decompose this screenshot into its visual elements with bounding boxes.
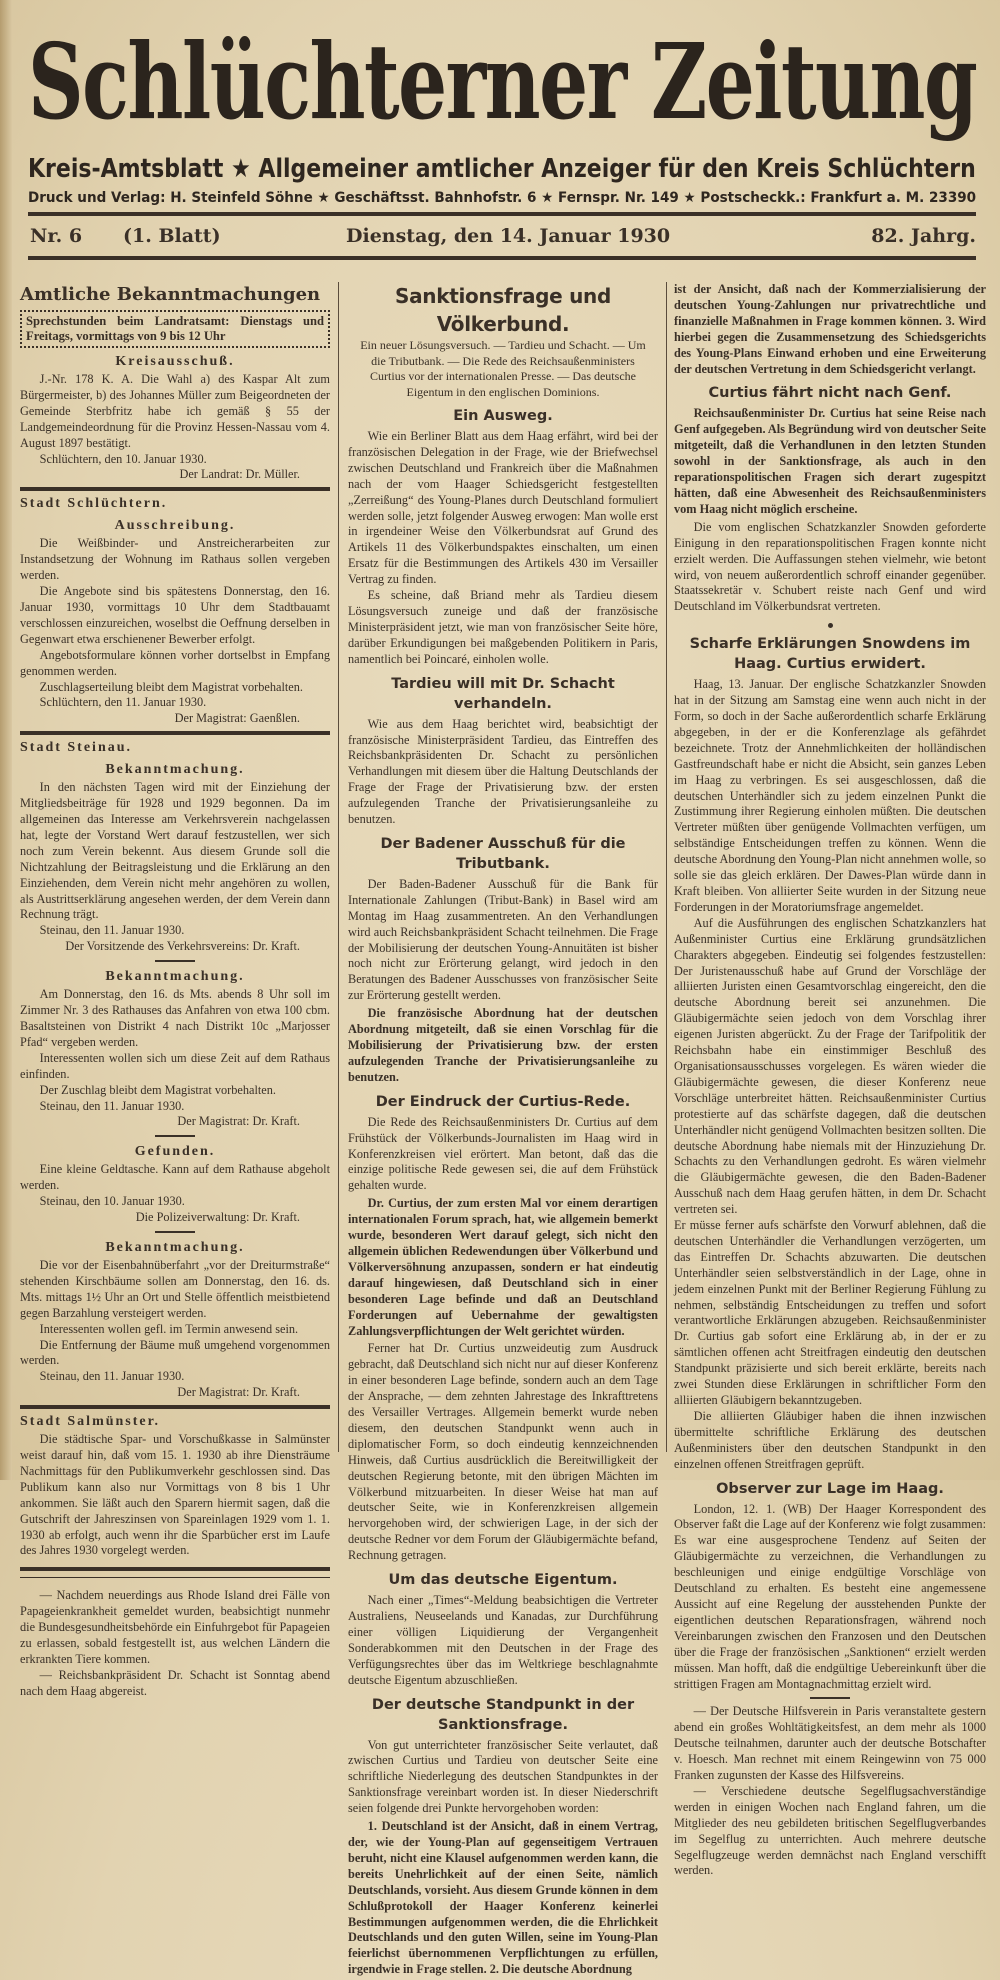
paragraph-bold: 1. Deutschland ist der Ansicht, daß in einem Vertrag, der, wie der Young-Plan auf gegenseitigem Vertrauen beruht, nicht eine Klausel aufgenommen werden kann, die bereits Unehrlichkeit auf der einen Seite, nämlich Deutschlands, vorsieht. Aus diesem Grunde können in dem Schlußprotokoll der Haager Konferenz keinerlei Bestimmungen aufgenommen werden, die die Ehrlichkeit Deutschlands und den guten Willen, seine im Young-Plan feierlichst übernommenen Verpflichtungen zu erfüllen, irgendwie in Frage stellen. 2. Die deutsche Abordnung: [348, 1819, 658, 1977]
paragraph: Die vor der Eisenbahnüberfahrt „vor der Dreiturmstraße“ stehenden Kirschbäume sollen am Donnerstag, den 16. ds. Mts. mittags 1½ Uhr an Ort und Stelle öffentlich meistbietend gegen Barzahlung versteigert werden.: [20, 1257, 330, 1320]
separator-dot: [828, 623, 833, 628]
date-line: Steinau, den 11. Januar 1930.: [39, 1098, 185, 1113]
notice-box: Sprechstunden beim Landratsamt: Dienstags und Freitags, vormittags von 9 bis 12 Uhr: [20, 310, 330, 348]
column-sanctions: [348, 282, 658, 1980]
town-heading: Stadt Steinau.: [20, 740, 133, 756]
paragraph: Die Entfernung der Bäume muß umgehend vorgenommen werden.: [20, 1337, 330, 1368]
signature: Der Vorsitzende des Verkehrsvereins: Dr. Kraft.: [65, 939, 300, 954]
paragraph: Haag, 13. Januar. Der englische Schatzkanzler Snowden hat in der Sitzung am Samstag eine wenn auch nicht in der Form, so doch in der Sache außerordentlich scharfe Erklärung abgegeben, in der er die Konferenzlage als gefährdet bezeichnete. Trotz der Annehmlichkeiten der holländischen Gastfreundschaft habe er nicht die Absicht, sein ganzes Leben im Haag zu verbringen. Es sei ausgeschlossen, daß die deutschen Unterhändler sich zu jedem einzelnen Punkt die Zustimmung ihrer Regierung einholen müßten. Die deutschen Vertreter müßten über genügende Vollmachten verfügen, um selbständige Entscheidungen treffen zu können. Wenn die deutsche Abordnung den Young-Plan nicht annehmen wolle, so solle sie das gleich erklären. Der Dawes-Plan würde dann in Kraft bleiben. Von alliierter Seite wurden in der Sitzung neue Forderungen in der Moratoriumsfrage angemeldet.: [674, 677, 986, 914]
paragraph-bold: Dr. Curtius, der zum ersten Mal vor einem derartigen internationalen Forum sprach, hat, wie allgemein bemerkt wurde, besonderen Wert darauf gelegt, sich nicht den allgemein üblichen Redewendungen über Völkerbund und Völkerversöhnung anzupassen, sondern er hat eindeutig darauf hingewiesen, daß Deutschland sich in einer besonderen Lage befinde und daß an Deutschland Forderungen auf Uebernahme der gewaltigsten Zahlungsverpflichtungen der Welt gerichtet würden.: [348, 1196, 658, 1338]
column-hague: [674, 282, 986, 1879]
signature: Die Polizeiverwaltung: Dr. Kraft.: [135, 1210, 300, 1225]
town-heading: Stadt Salmünster.: [20, 1414, 161, 1430]
page-edge: [0, 0, 12, 1480]
issue-number: Nr. 6: [30, 225, 83, 247]
separator: [155, 1231, 195, 1233]
paragraph: Angebotsformulare können vorher dortselbst in Empfang genommen werden.: [20, 647, 330, 678]
article-heading: Scharfe Erklärungen Snowdens im Haag. Curtius erwidert.: [689, 636, 971, 673]
paragraph-bold: ist der Ansicht, daß nach der Kommerzialisierung der deutschen Young-Zahlungen nur privatrechtliche und finanzielle Maßnahmen in Frage kommen können. 3. Wird hierbei gegen die Zusammensetzung des Schiedsgerichts des Young-Plans Einwand erhoben und eine Erweiterung der deutschen Vertretung in dem Schiedsgericht verlangt.: [674, 282, 986, 376]
separator: [810, 1697, 850, 1699]
notice-heading: Bekanntmachung.: [105, 1239, 245, 1255]
paragraph: Es scheine, daß Briand mehr als Tardieu diesem Lösungsversuch zuneige und daß der französische Ministerpräsident jetzt, wie man von französischer Seite höre, darüber Erkundigungen bei maßgebenden Politikern in Paris, namentlich bei Poincaré, einholen wolle.: [348, 588, 658, 666]
date-line: Schlüchtern, den 11. Januar 1930.: [39, 695, 207, 710]
issue-date: Dienstag, den 14. Januar 1930: [346, 225, 671, 247]
column-divider: [338, 282, 339, 1452]
divider: [20, 1405, 330, 1409]
newspaper-subtitle: Kreis-Amtsblatt ★ Allgemeiner amtlicher Anzeiger für den Kreis Schlüchtern: [28, 154, 976, 184]
dateline: [28, 218, 976, 254]
paragraph: Die alliierten Gläubiger haben die ihnen inzwischen übermittelte schriftliche Erklärung des deutschen Außenministers über den deutschen Standpunkt in den einzelnen offenen Streitfragen geprüft.: [674, 1408, 986, 1471]
paragraph: — Verschiedene deutsche Segelflugsachverständige werden in einigen Wochen nach England fahren, um die Mitglieder des neu gebildeten britischen Segelflugverbandes im Segelflug zu unterrichten. Auch mehrere deutsche Segelflugzeuge werden demnächst nach England verschifft werden.: [674, 1783, 986, 1878]
paragraph: Wie aus dem Haag berichtet wird, beabsichtigt der französische Ministerpräsident Tardieu, das Eintreffen des Reichsbankpräsidenten Dr. Schacht zu persönlichen Verhandlungen mit diesem über die Haltung Deutschlands der Frage der Frage der Privatisierung bzw. der ersten aufzulegenden Tranche der Privatisierungsanleihe zu benutzen.: [348, 716, 658, 827]
paragraph: Er müsse ferner aufs schärfste den Vorwurf ablehnen, daß die deutschen Unterhändler die Verhandlungen verzögerten, um das Eintreffen Dr. Schachts abzuwarten. Die deutschen Unterhändler seien selbstverständlich in der Lage, ohne in jedem einzelnen Punkt mit der Berliner Regierung Fühlung zu nehmen, selbständig Entscheidungen zu treffen und sofort verantwortliche Erklärungen abzugeben. Reichsaußenminister Dr. Curtius gab sofort eine Erklärung ab, in der er zu sämtlichen offenen acht Streitfragen eindeutig den deutschen Standpunkt präzisierte und sich bereit erklärte, bereits nach zwei Stunden diese Erklärungen in schriftlicher Form den alliierten Gläubigern bekanntzugeben.: [674, 1218, 986, 1407]
column-divider: [666, 282, 667, 1452]
paragraph: Die Weißbinder- und Anstreicherarbeiten zur Instandsetzung der Wohnung im Rathaus sollen vergeben werden.: [20, 536, 330, 583]
columns: [14, 282, 990, 1977]
paragraph: — Nachdem neuerdings aus Rhode Island drei Fälle von Papageienkrankheit gemeldet wurden, beabsichtigt nunmehr die Bundesgesundheitsbehörde ein Einfuhrgebot für Papageien zu erlassen, sobald festgestellt ist, aus welchen Ländern die erkrankten Tiere kommen.: [20, 1588, 330, 1666]
paragraph-bold: Reichsaußenminister Dr. Curtius hat seine Reise nach Genf aufgegeben. Als Begründung wird von deutscher Seite mitgeteilt, daß die Verhandlunen in den letzten Stunden sowohl in der Sanktionsfrage, als auch in den reparationspolitischen Fragen sich derart zugespitzt hätten, daß eine Abwesenheit des Reichsaußenministers vom Haag nicht möglich erscheine.: [674, 406, 986, 516]
paragraph: Am Donnerstag, den 16. ds Mts. abends 8 Uhr soll im Zimmer Nr. 3 des Rathauses das Anfahren von etwa 100 cbm. Basaltsteinen von Distrikt 4 nach Distrikt 10c „Marjosser Pfad“ vergeben werden.: [20, 987, 330, 1049]
paragraph: Wie ein Berliner Blatt aus dem Haag erfährt, wird bei der französischen Delegation in der Frage, wie der Briefwechsel zwischen Deutschland und Frankreich über die Maßnahmen nach der vom Haager Schiedsgericht festgestellten „Zerreißung“ des Young-Planes durch Deutschland formuliert werden solle, jetzt folgender Ausweg erwogen: Man wolle erst in irgendeiner Weise den Völkerbundsrat auf Grund des Artikels 11 des Völkerbundspaktes einschalten, um einen Ersatz für die Bestimmungen des Artikels 430 im Versailler Vertrag zu finden.: [348, 429, 658, 587]
date-line: Steinau, den 11. Januar 1930.: [39, 1369, 185, 1384]
volume: 82. Jahrg.: [871, 225, 976, 247]
date-line: Steinau, den 11. Januar 1930.: [39, 923, 185, 938]
notice-heading: Ausschreibung.: [114, 518, 236, 534]
article-heading: Um das deutsche Eigentum.: [388, 1572, 618, 1589]
sheet-number: (1. Blatt): [123, 225, 221, 247]
column-official-notices: [20, 282, 330, 1700]
paragraph: Auf die Ausführungen des englischen Schatzkanzlers hat Außenminister Curtius eine Erklärung grundsätzlichen Charakters abgegeben. Eindeutig sei folgendes festzustellen: Der Juristenausschuß habe auf Grund der Vorschläge der alliierten Juristen einen Gesamtvorschlag eingereicht, den die deutsche Abordnung bereit sei anzunehmen. Die Gläubigermächte seien jedoch von dem Vorschlag ihrer eigenen Juristen abgerückt. Zu der Frage der Tarifpolitik der Reichsbahn habe ein einstimmiger Beschluß des Organisationsausschusses vorgelegen. Es wären wieder die Gläubigermächte gewesen, die dieser Konferenz neue Vorschläge unterbreitet hätten. Reichsaußenminister Curtius protestierte auf das schärfste dagegen, daß die deutschen Unterhändler nicht genügend Vollmachten besitzen sollten. Die deutsche Abordnung habe niemals mit der Hinzuziehung Dr. Schachts zu den Verhandlungen gedroht. Es wären vielmehr die Gläubigermächte gewesen, die den Baden-Badener Ausschuß nach dem Haag gerufen hätten, in dem Dr. Schacht vertreten sei.: [674, 915, 986, 1217]
paragraph: Die Angebote sind bis spätestens Donnerstag, den 16. Januar 1930, vormittags 10 Uhr dem Stadtbauamt verschlossen einzureichen, woselbst die Oeffnung derselben in Gegenwart etwa erschienener Bewerber erfolgt.: [20, 584, 330, 646]
paragraph: Der Baden-Badener Ausschuß für die Bank für Internationale Zahlungen (Tribut-Bank) in Basel wird am Montag im Haag zusammentreten. An den Verhandlungen wird auch Reichsbankpräsident Schacht teilnehmen. Die Frage der Mobilisierung der deutschen Young-Annuitäten ist bisher noch nicht zur Erörterung gelangt, wird jedoch in den Beratungen des Badener Ausschusses von französischer Seite zur Erörterung gestellt werden.: [348, 876, 658, 1003]
signature: Der Magistrat: Dr. Kraft.: [177, 1385, 300, 1400]
signature: Der Landrat: Dr. Müller.: [179, 467, 300, 482]
article-heading: Curtius fährt nicht nach Genf.: [708, 385, 952, 402]
notice-heading: Gefunden.: [134, 1144, 216, 1160]
article-heading: Der Eindruck der Curtius-Rede.: [375, 1093, 631, 1110]
article-heading: Ein Ausweg.: [453, 408, 553, 424]
divider: [20, 487, 330, 491]
paragraph: Die städtische Spar- und Vorschußkasse in Salmünster weist darauf hin, daß vom 15. 1. 1930 ab ihre Diensträume Nachmittags für den Publikumverkehr geschlossen sind. Das Publikum kann also nur Vormittags von 8 bis 1 Uhr ankommen. Sie läßt auch den Sparern hiermit sagen, daß die Gutschrift der Jahreszinsen von Spareinlagen 1929 vom 1. 1. 1930 ab erfolgt, auch wenn ihr die Sparbücher erst im Laufe des Jahres 1930 vorgelegt werden.: [20, 1432, 330, 1558]
paragraph: Eine kleine Geldtasche. Kann auf dem Rathause abgeholt werden.: [20, 1162, 330, 1193]
paragraph: Zuschlagserteilung bleibt dem Magistrat vorbehalten.: [39, 679, 303, 694]
masthead: [28, 22, 976, 262]
paragraph: Interessenten wollen gefl. im Termin anwesend sein.: [39, 1321, 299, 1336]
town-heading: Stadt Schlüchtern.: [20, 496, 168, 512]
paragraph: — Reichsbankpräsident Dr. Schacht ist Sonntag abend nach dem Haag abgereist.: [20, 1667, 330, 1698]
notice-heading: Bekanntmachung.: [105, 969, 245, 985]
divider: [28, 212, 976, 216]
paragraph: Die Rede des Reichsaußenministers Dr. Curtius auf dem Frühstück der Völkerbunds-Journalisten im Haag wird in Konferenzkreisen viel erörtert. Man betont, daß das die einzige politische Rede gewesen sei, die auf dem Frühstück gehalten wurde.: [348, 1114, 658, 1193]
signature: Der Magistrat: Gaenßlen.: [174, 711, 300, 726]
date-line: Schlüchtern, den 10. Januar 1930.: [39, 451, 207, 466]
date-line: Steinau, den 10. Januar 1930.: [39, 1194, 185, 1209]
article-heading: Tardieu will mit Dr. Schacht verhandeln.: [391, 675, 615, 712]
summary: Ein neuer Lösungsversuch. — Tardieu und Schacht. — Um die Tributbank. — Die Rede des Reichsaußenministers Curtius vor der internationalen Presse. — Das deutsche Eigentum in den englischen Dominions.: [360, 338, 646, 399]
article-heading: Der Badener Ausschuß für die Tributbank.: [380, 835, 626, 872]
notice-heading: Bekanntmachung.: [105, 762, 245, 778]
article-heading: Der deutsche Standpunkt in der Sanktionsfrage.: [371, 1696, 635, 1733]
paragraph-bold: Die französische Abordnung hat der deutschen Abordnung mitgeteilt, daß sie einen Vorschlag für die Mobilisierung der Privatisierung bzw. der ersten aufzulegenden Tranche der Privatisierungsanleihe zu benutzen.: [348, 1006, 658, 1084]
paragraph: Interessenten wollen sich um diese Zeit auf dem Rathaus einfinden.: [20, 1050, 330, 1081]
paragraph: — Der Deutsche Hilfsverein in Paris veranstaltete gestern abend ein großes Wohltätigkeitsfest, an dem mehr als 1000 Deutsche teilnahmen, darunter auch der deutsche Botschafter v. Hoesch. Man rechnet mit einem Reingewinn von 75 000 Franken zugunsten der Kasse des Hilfsvereins.: [674, 1704, 986, 1783]
paragraph: London, 12. 1. (WB) Der Haager Korrespondent des Observer faßt die Lage auf der Konferenz wie folgt zusammen: Es war eine ausgesprochene Tendenz auf Seiten der Gläubigermächte zu verzeichnen, die Verhandlungen zu beschleunigen und einige endgültige Vorschläge von Deutschland zu erhalten. Es besteht eine angemessene Aussicht auf eine Regelung der ausstehenden Punkte der eigentlichen deutschen Reparationsfragen, während noch Vereinbarungen zwischen den Franzosen und den Deutschen über die Frage der französischen „Sanktionen“ erzielt werden müssen. Man hofft, daß die endgültige Uebereinkunft über die strittigen Fragen am Montagnachmittag erzielt wird.: [674, 1501, 986, 1691]
separator: [155, 1135, 195, 1137]
article-heading: Observer zur Lage im Haag.: [716, 1480, 944, 1497]
paragraph: Der Zuschlag bleibt dem Magistrat vorbehalten.: [39, 1082, 276, 1097]
paragraph: J.-Nr. 178 K. A. Die Wahl a) des Kaspar Alt zum Bürgermeister, b) des Johannes Müller zum Beigeordneten der Gemeinde Sterbfritz habe ich gemäß § 55 der Landgemeindeordnung für die Provinz Hessen-Nassau vom 4. August 1897 bestätigt.: [20, 372, 330, 450]
paragraph: Nach einer „Times“-Meldung beabsichtigen die Vertreter Australiens, Neuseelands und Kanadas, zur Durchführung einer völligen Liquidierung der Vergangenheit Sonderabkommen mit den Deutschen in der Frage des Verfügungsrechtes über das im Weltkriege beschlagnahmte deutsche Eigentum abzuschließen.: [348, 1593, 658, 1687]
headline: Sanktionsfrage und Völkerbund.: [394, 284, 612, 336]
notice-heading: Kreisausschuß.: [115, 354, 235, 369]
paragraph: In den nächsten Tagen wird mit der Einziehung der Mitgliedsbeiträge für 1928 und 1929 begonnen. Da im allgemeinen das Interesse am Verkehrsverein nachgelassen hat, legte der Vorstand Wert darauf festzustellen, wer sich noch zum Verein bekennt. Aus diesem Grunde soll die Nichtzahlung der Beitragsleistung und die Erklärung an den Einziehenden, dem Verein nicht mehr angehören zu wollen, als Austrittserklärung angesehen werden, der dem Verein dann Rechnung trägt.: [20, 780, 330, 922]
paragraph: Ferner hat Dr. Curtius unzweideutig zum Ausdruck gebracht, daß Deutschland sich nicht nur auf dieser Konferenz in einer besonderen Lage befinde, sondern auch an dem Tage der Ansprache, — dem zehnten Jahrestage des Inkrafttretens des Versailler Vertrages. Allgemein bemerkt wurde neben diesem, den deutschen Standpunkt wenn auch in diplomatischer Form, so doch eindeutig kennzeichnenden Hinweis, daß Curtius ausdrücklich die Bereitwilligkeit der deutschen Regierung betonte, mit den übrigen Mächten im Völkerbund mitzuarbeiten. In dieser Weise hat man auf deutscher Seite, wie in Konferenzkreisen allgemein hervorgehoben wird, der schwierigen Lage, in der sich der deutsche Redner vor dem Forum der Gläubigermächte befand, Rechnung getragen.: [348, 1341, 658, 1563]
paragraph: Die vom englischen Schatzkanzler Snowden geforderte Einigung in den reparationspolitischen Fragen konnte nicht erzielt werden. Die Auffassungen stehen vielmehr, wie betont wird, von neuem außerordentlich schroff einander gegenüber. Staatssekretär v. Schubert reiste nach Genf und wird Deutschland im Völkerbundsrat vertreten.: [674, 519, 986, 614]
separator: [155, 960, 195, 962]
divider: [20, 731, 330, 735]
signature: Der Magistrat: Dr. Kraft.: [177, 1114, 300, 1129]
newspaper-title: Schlüchterner Zeitung: [28, 20, 977, 143]
section-heading: Amtliche Bekanntmachungen: [20, 284, 321, 305]
publisher-line: Druck und Verlag: H. Steinfeld Söhne ★ Geschäftsst. Bahnhofstr. 6 ★ Fernspr. Nr. 149 ★ Postscheckk.: Frankfurt a. M. 23390: [28, 190, 977, 206]
divider: [20, 1567, 330, 1578]
paragraph: Von gut unterrichteter französischer Seite verlautet, daß zwischen Curtius und Tardieu von deutscher Seite eine schriftliche Niederlegung des deutschen Standpunktes in der Sanktionsfrage vereinbart worden ist. In dieser Niederschrift seien folgende drei Punkte hervorgehoben worden:: [348, 1737, 658, 1816]
divider: [28, 256, 976, 260]
